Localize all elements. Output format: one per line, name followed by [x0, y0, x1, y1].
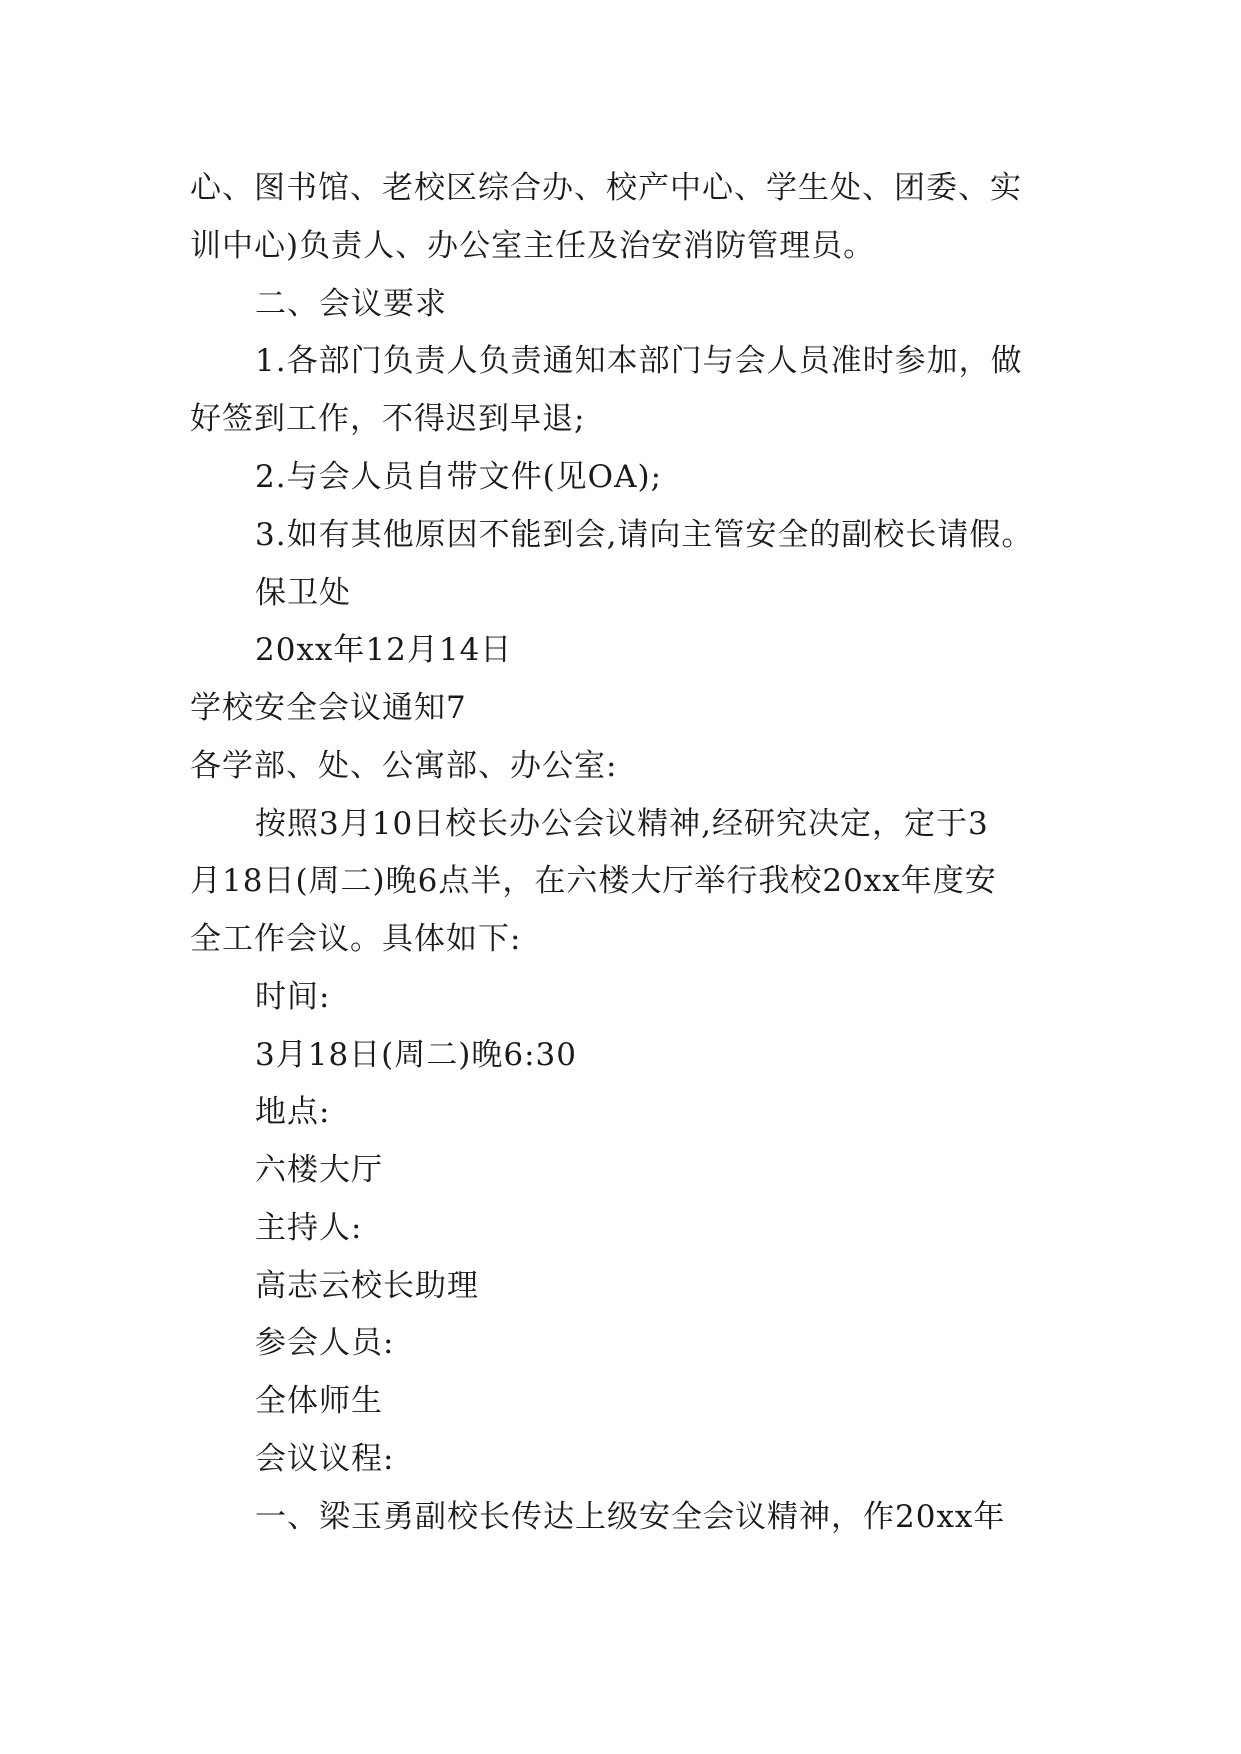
body-text-line: 心、图书馆、老校区综合办、校产中心、学生处、团委、实 — [190, 170, 1022, 206]
addressee: 各学部、处、公寓部、办公室: — [190, 748, 618, 784]
signature-department: 保卫处 — [255, 575, 351, 611]
field-label: 主持人: — [255, 1210, 363, 1246]
agenda-item: 一、梁玉勇副校长传达上级安全会议精神，作20xx年 — [255, 1499, 1006, 1535]
list-item-continuation: 好签到工作，不得迟到早退; — [190, 401, 586, 437]
list-item: 1.各部门负责人负责通知本部门与会人员准时参加，做 — [255, 343, 1023, 379]
field-value: 六楼大厅 — [255, 1152, 383, 1188]
body-text-line: 月18日(周二)晚6点半，在六楼大厅举行我校20xx年度安 — [190, 863, 997, 899]
field-value: 3月18日(周二)晚6:30 — [255, 1037, 577, 1073]
body-text-line: 训中心)负责人、办公室主任及治安消防管理员。 — [190, 228, 876, 264]
body-text-line: 按照3月10日校长办公会议精神,经研究决定，定于3 — [255, 806, 989, 842]
field-label: 地点: — [255, 1094, 331, 1130]
field-value: 全体师生 — [255, 1383, 383, 1419]
field-label: 时间: — [255, 979, 331, 1015]
body-text-line: 全工作会议。具体如下: — [190, 921, 522, 957]
section-heading: 二、会议要求 — [255, 286, 447, 322]
signature-date: 20xx年12月14日 — [255, 632, 513, 668]
field-value: 高志云校长助理 — [255, 1268, 479, 1304]
field-label: 会议议程: — [255, 1441, 395, 1477]
notice-title: 学校安全会议通知7 — [190, 690, 467, 726]
list-item: 2.与会人员自带文件(见OA); — [255, 459, 663, 495]
list-item: 3.如有其他原因不能到会,请向主管安全的副校长请假。 — [255, 517, 1034, 553]
field-label: 参会人员: — [255, 1325, 395, 1361]
